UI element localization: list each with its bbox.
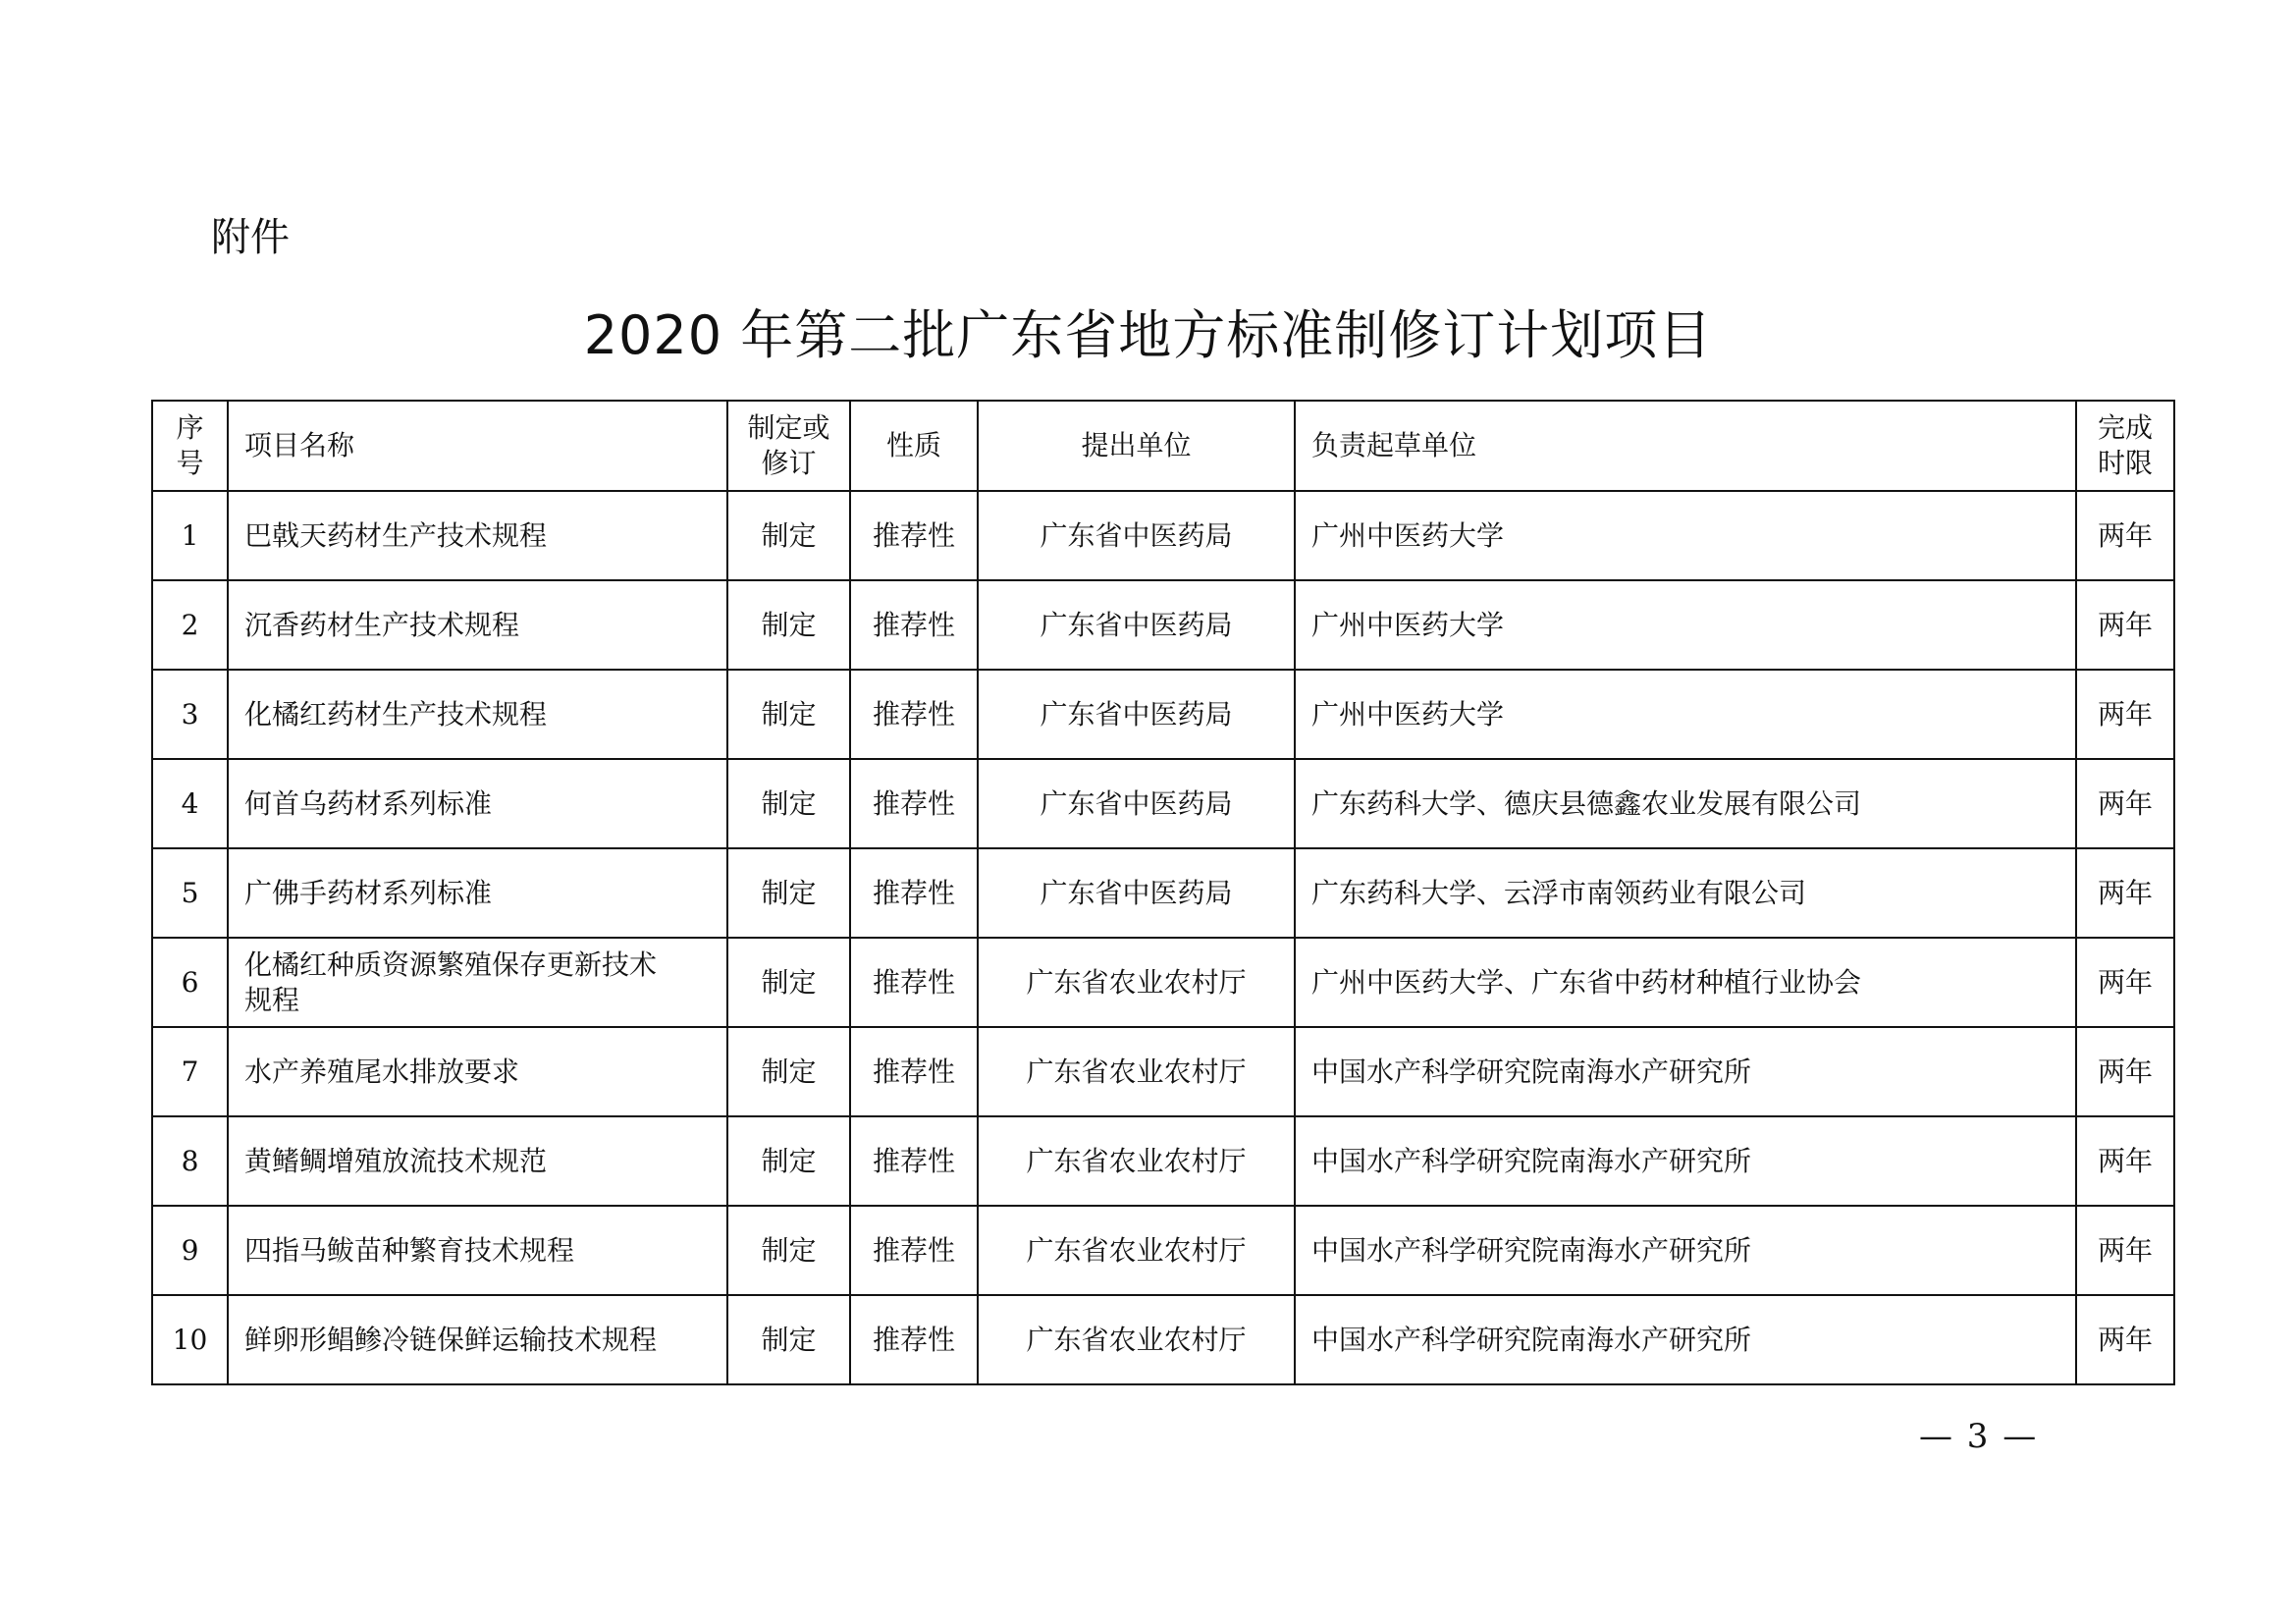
cell-name-line1: 四指马鲅苗种繁育技术规程 [244,1233,575,1267]
header-deadline-line2: 时限 [2097,447,2153,479]
header-proposer: 提出单位 [978,401,1295,491]
cell-deadline: 两年 [2076,848,2174,938]
cell-type: 制定 [727,580,850,670]
table-row [152,580,2174,670]
cell-proposer: 广东省中医药局 [978,491,1295,580]
page-number: — 3 — [1919,1417,2039,1456]
cell-nature: 推荐性 [850,1027,978,1116]
cell-nature: 推荐性 [850,759,978,848]
cell-deadline: 两年 [2076,1206,2174,1295]
cell-proposer: 广东省农业农村厅 [978,938,1295,1027]
cell-name-line1: 广佛手药材系列标准 [244,876,493,909]
header-type-line2: 修订 [761,447,817,479]
cell-nature: 推荐性 [850,1116,978,1206]
cell-name-line1: 化橘红药材生产技术规程 [244,697,548,731]
cell-type: 制定 [727,670,850,759]
cell-deadline: 两年 [2076,938,2174,1027]
header-type [727,401,850,491]
cell-name-line2: 规程 [244,983,300,1016]
cell-name-line1: 黄鳍鲷增殖放流技术规范 [244,1144,548,1177]
cell-index: 9 [152,1206,228,1295]
cell-name [228,580,727,670]
cell-nature: 推荐性 [850,670,978,759]
cell-index: 6 [152,938,228,1027]
cell-index: 10 [152,1295,228,1384]
cell-name-line1: 鲜卵形鲳鲹冷链保鲜运输技术规程 [244,1323,658,1356]
cell-nature: 推荐性 [850,848,978,938]
cell-name [228,938,727,1027]
cell-drafter: 广州中医药大学 [1295,580,2076,670]
cell-nature: 推荐性 [850,491,978,580]
cell-name [228,491,727,580]
cell-deadline: 两年 [2076,759,2174,848]
cell-name [228,1116,727,1206]
cell-proposer: 广东省中医药局 [978,580,1295,670]
attachment-label: 附件 [211,215,290,260]
cell-nature: 推荐性 [850,1206,978,1295]
cell-name [228,670,727,759]
table-row [152,1027,2174,1116]
table-row [152,759,2174,848]
cell-name-line1: 化橘红种质资源繁殖保存更新技术 [244,947,658,981]
table-row [152,491,2174,580]
cell-name [228,759,727,848]
header-drafter: 负责起草单位 [1295,401,2076,491]
table-header-row [152,401,2174,491]
header-type-line1: 制定或 [747,411,830,444]
header-deadline [2076,401,2174,491]
header-nature: 性质 [850,401,978,491]
cell-type: 制定 [727,1206,850,1295]
cell-name [228,1027,727,1116]
cell-drafter: 广州中医药大学、广东省中药材种植行业协会 [1295,938,2076,1027]
cell-proposer: 广东省中医药局 [978,848,1295,938]
cell-index: 7 [152,1027,228,1116]
cell-index: 3 [152,670,228,759]
header-index-line1: 序 [176,411,204,444]
cell-name-line1: 水产养殖尾水排放要求 [244,1055,520,1088]
header-deadline-line1: 完成 [2097,411,2153,444]
table-row [152,938,2174,1027]
cell-type: 制定 [727,1295,850,1384]
cell-proposer: 广东省中医药局 [978,759,1295,848]
table-row [152,1295,2174,1384]
cell-index: 1 [152,491,228,580]
cell-name [228,848,727,938]
cell-index: 4 [152,759,228,848]
cell-name [228,1295,727,1384]
header-index-line2: 号 [176,447,204,479]
table-row [152,1116,2174,1206]
cell-proposer: 广东省中医药局 [978,670,1295,759]
cell-drafter: 广东药科大学、云浮市南领药业有限公司 [1295,848,2076,938]
header-index [152,401,228,491]
cell-nature: 推荐性 [850,938,978,1027]
cell-deadline: 两年 [2076,1116,2174,1206]
cell-name-line1: 沉香药材生产技术规程 [244,608,520,641]
cell-name-line1: 何首乌药材系列标准 [244,786,493,820]
cell-deadline: 两年 [2076,1295,2174,1384]
cell-drafter: 中国水产科学研究院南海水产研究所 [1295,1116,2076,1206]
table-row [152,1206,2174,1295]
cell-index: 5 [152,848,228,938]
cell-drafter: 广州中医药大学 [1295,670,2076,759]
cell-proposer: 广东省农业农村厅 [978,1027,1295,1116]
cell-type: 制定 [727,938,850,1027]
cell-drafter: 中国水产科学研究院南海水产研究所 [1295,1027,2076,1116]
cell-deadline: 两年 [2076,1027,2174,1116]
cell-nature: 推荐性 [850,580,978,670]
cell-name [228,1206,727,1295]
header-name: 项目名称 [228,401,727,491]
cell-type: 制定 [727,491,850,580]
cell-drafter: 广州中医药大学 [1295,491,2076,580]
cell-drafter: 中国水产科学研究院南海水产研究所 [1295,1206,2076,1295]
cell-index: 8 [152,1116,228,1206]
table-row [152,848,2174,938]
cell-deadline: 两年 [2076,491,2174,580]
cell-proposer: 广东省农业农村厅 [978,1116,1295,1206]
cell-type: 制定 [727,1116,850,1206]
cell-drafter: 广东药科大学、德庆县德鑫农业发展有限公司 [1295,759,2076,848]
cell-deadline: 两年 [2076,580,2174,670]
page-title: 2020 年第二批广东省地方标准制修订计划项目 [583,304,1713,366]
cell-drafter: 中国水产科学研究院南海水产研究所 [1295,1295,2076,1384]
plan-table [151,400,2175,1385]
cell-proposer: 广东省农业农村厅 [978,1206,1295,1295]
cell-proposer: 广东省农业农村厅 [978,1295,1295,1384]
table-row [152,670,2174,759]
cell-nature: 推荐性 [850,1295,978,1384]
cell-type: 制定 [727,1027,850,1116]
cell-index: 2 [152,580,228,670]
cell-name-line1: 巴戟天药材生产技术规程 [244,518,548,552]
cell-deadline: 两年 [2076,670,2174,759]
cell-type: 制定 [727,759,850,848]
cell-type: 制定 [727,848,850,938]
